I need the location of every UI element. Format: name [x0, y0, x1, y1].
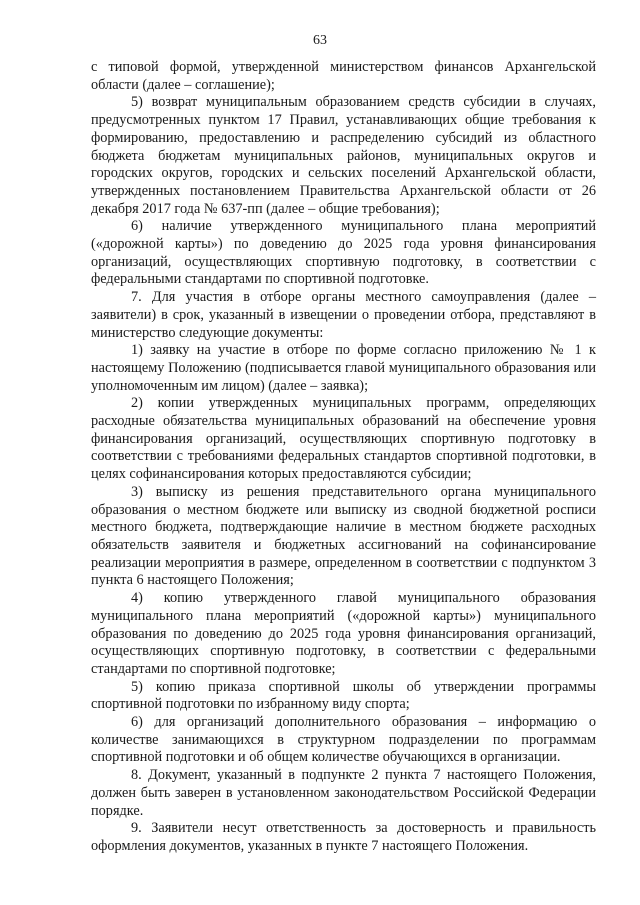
paragraph-doc-5-school-order: 5) копию приказа спортивной школы об утверждении программы спортивной подготовки по избранному виду спорта;	[91, 678, 596, 713]
paragraph-clause-7: 7. Для участия в отборе органы местного самоуправления (далее – заявители) в срок, указанный в извещении о проведении отбора, представляют в министерство следующие документы:	[91, 289, 596, 341]
page-number: 63	[313, 33, 327, 48]
paragraph-doc-1-application: 1) заявку на участие в отборе по форме согласно приложению № 1 к настоящему Положению (подписывается главой муниципального образования или уполномоченным им лицом) (далее – заявка);	[91, 342, 596, 394]
paragraph-doc-2-programs: 2) копии утвержденных муниципальных программ, определяющих расходные обязательства муниципальных образований на обеспечение уровня финансирования организаций, осуществляющих спортивную подготовку в соответствии с требованиями федеральных стандартов спортивной подготовки, в целях софинансирования которых предоставляются субсидии;	[91, 395, 596, 483]
document-body	[91, 59, 596, 856]
paragraph-doc-3-budget-extract: 3) выписку из решения представительного органа муниципального образования о местном бюджете или выписку из сводной бюджетной росписи местного бюджета, подтверждающие наличие в местном бюджете расходных обязательств заявителя и бюджетных ассигнований на софинансирование реализации мероприятия в размере, определенном в соответствии с подпунктом 3 пункта 6 настоящего Положения;	[91, 483, 596, 589]
paragraph-clause-8: 8. Документ, указанный в подпункте 2 пункта 7 настоящего Положения, должен быть заверен в установленном законодательством Российской Федерации порядке.	[91, 767, 596, 819]
paragraph-item-6-roadmap: 6) наличие утвержденного муниципального плана мероприятий («дорожной карты») по доведению до 2025 года уровня финансирования организаций, осуществляющих спортивную подготовку, в соответствии с федеральными стандартами по спортивной подготовке.	[91, 218, 596, 288]
paragraph-doc-4-roadmap-copy: 4) копию утвержденного главой муниципального образования муниципального плана мероприятий («дорожной карты») муниципального образования по доведению до 2025 года уровня финансирования организаций, осуществляющих спортивную подготовку, в соответствии с федеральными стандартами по спортивной подготовке;	[91, 590, 596, 677]
paragraph-clause-9: 9. Заявители несут ответственность за достоверность и правильность оформления документов, указанных в пункте 7 настоящего Положения.	[91, 820, 596, 854]
paragraph-continuation: с типовой формой, утвержденной министерством финансов Архангельской области (далее – соглашение);	[91, 59, 596, 93]
paragraph-item-5-subsidy-return: 5) возврат муниципальным образованием средств субсидии в случаях, предусмотренных пунктом 17 Правил, устанавливающих общие требования к формированию, предоставлению и распределению субсидий из областного бюджета бюджетам муниципальных районов, муниципальных округов и городских округов, городских и сельских поселений Архангельской области, утвержденных постановлением Правительства Архангельской области от 26 декабря 2017 года № 637-пп (далее – общие требования);	[91, 94, 596, 217]
paragraph-doc-6-enrollment-info: 6) для организаций дополнительного образования – информацию о количестве занимающихся в структурном подразделении по программам спортивной подготовки и об общем количестве обучающихся в организации.	[91, 714, 596, 766]
